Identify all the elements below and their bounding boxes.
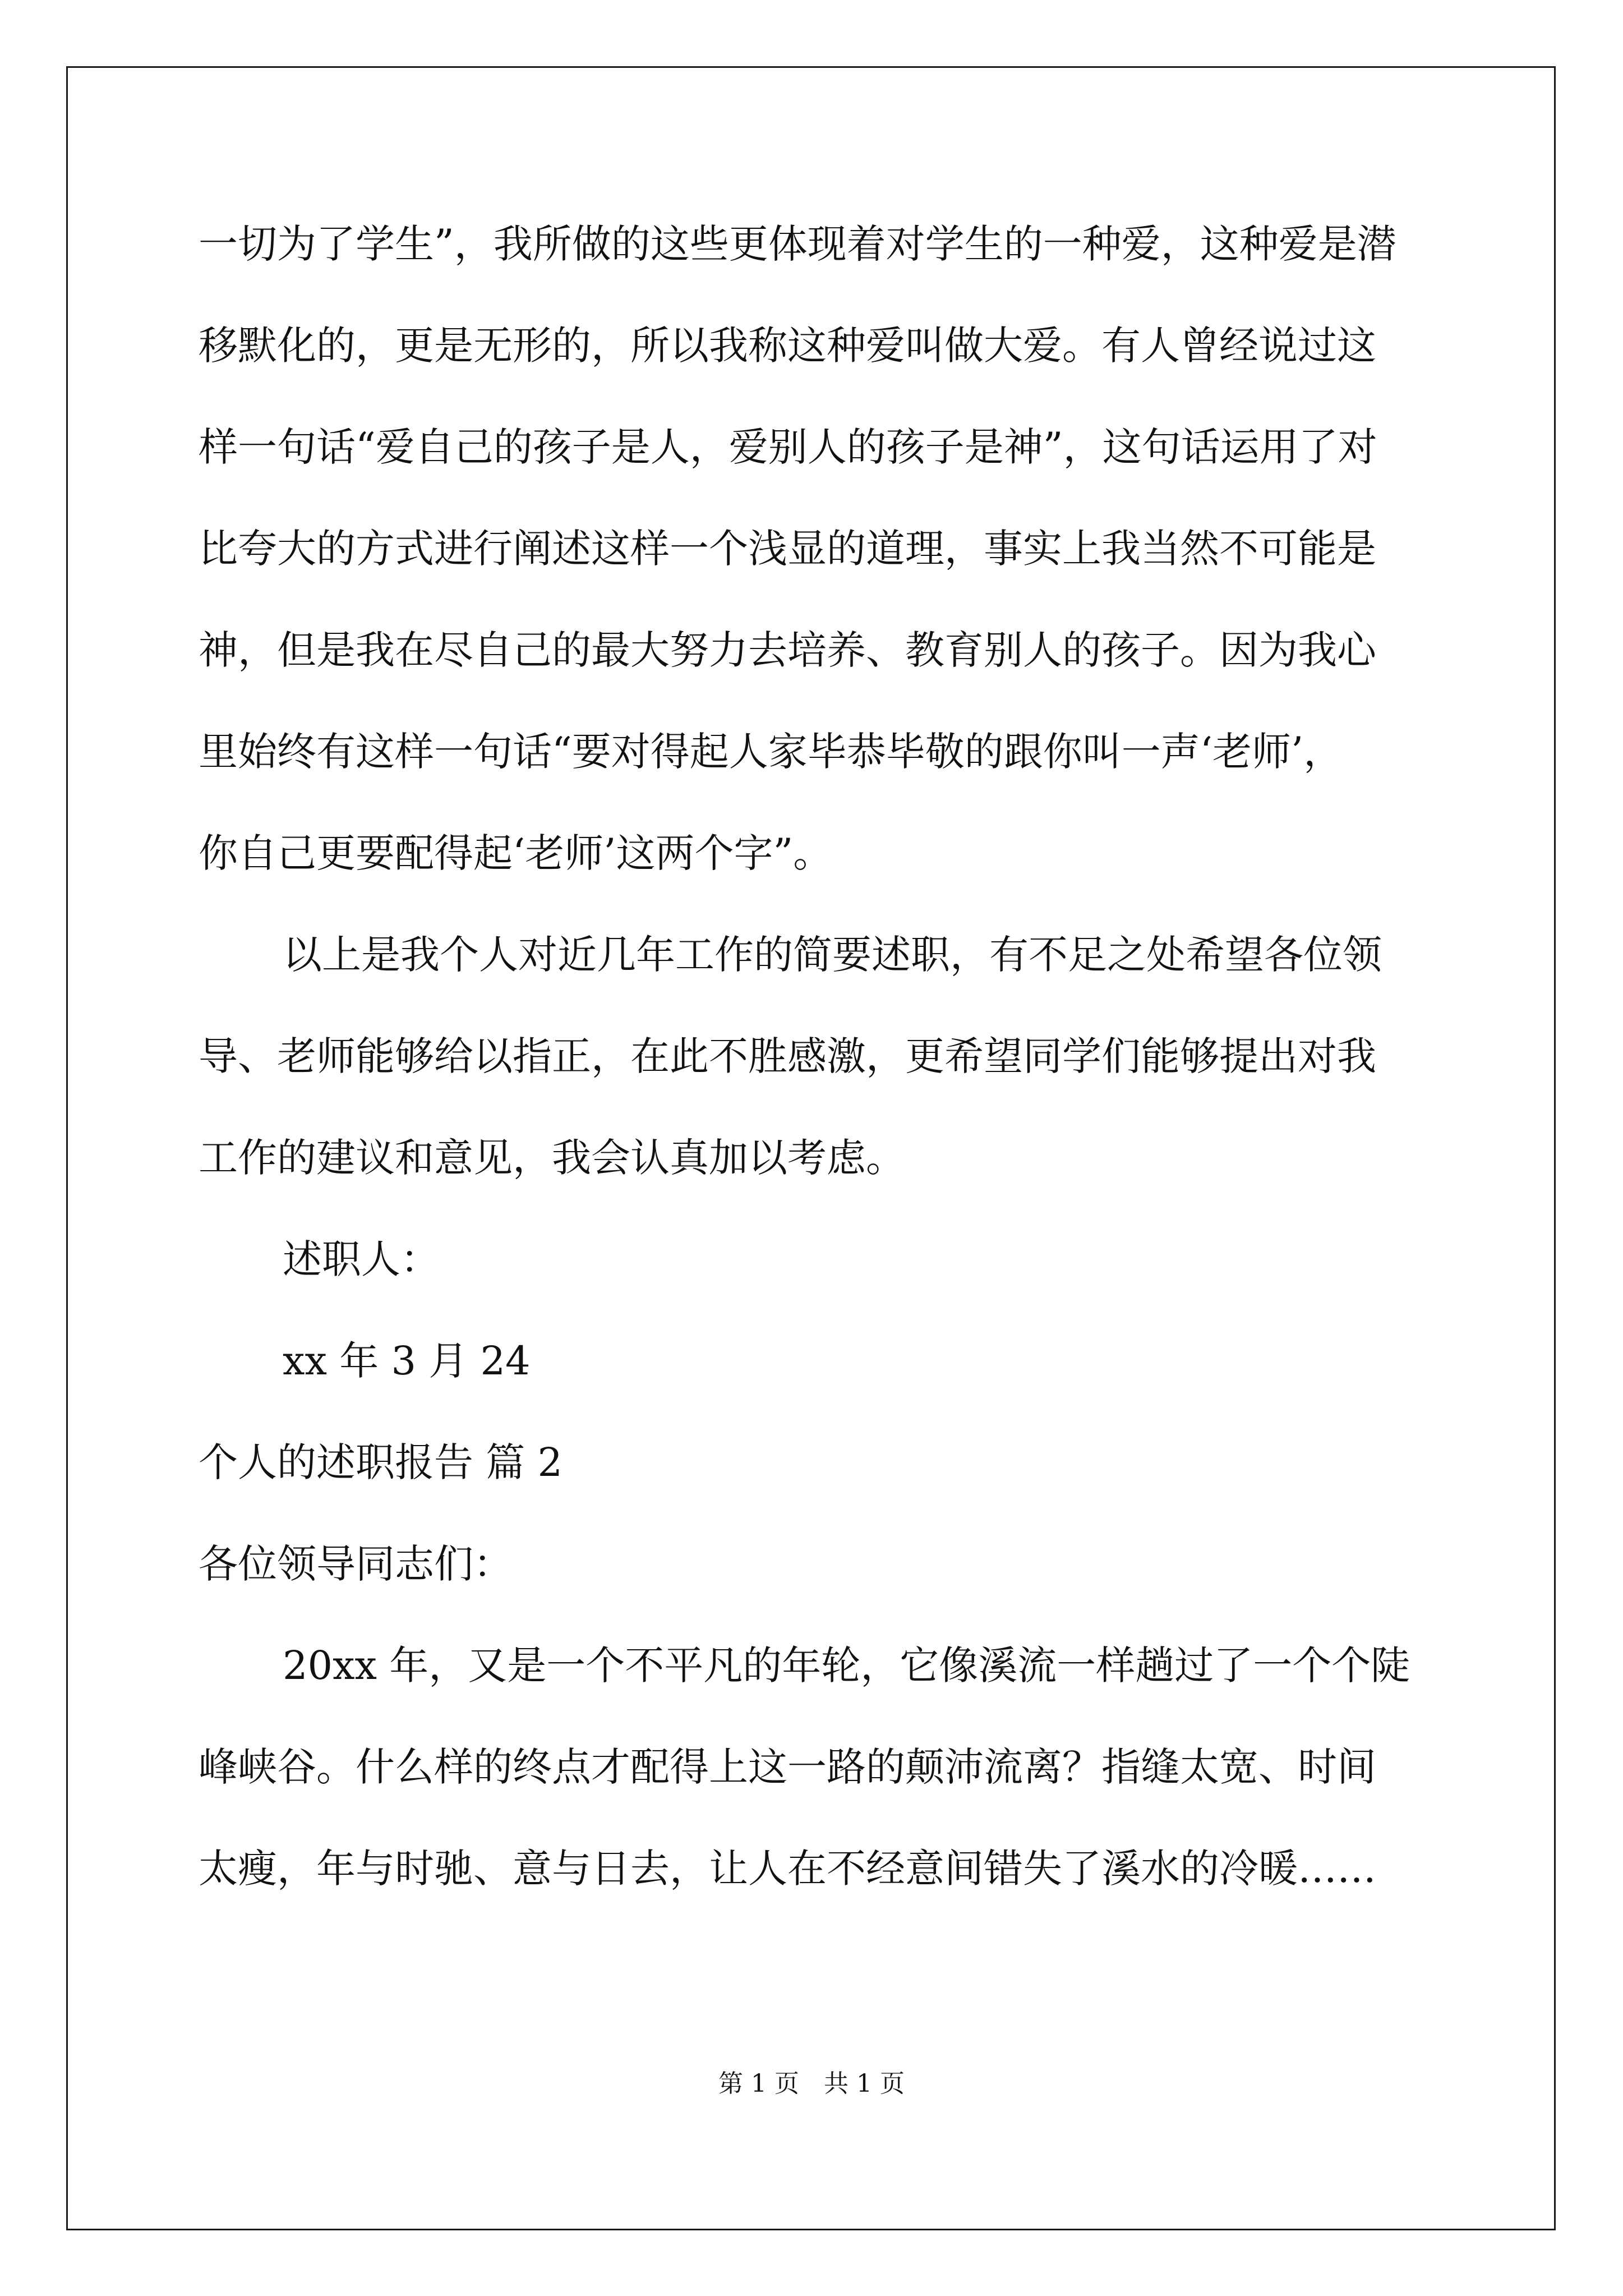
paragraph-line: 工作的建议和意见，我会认真加以考虑。 [199,1135,905,1181]
paragraph-line: 峰峡谷。什么样的终点才配得上这一路的颠沛流离？指缝太宽、时间 [199,1744,1376,1790]
date-line: xx 年 3 月 24 [283,1338,531,1384]
document-body [199,221,1432,1950]
salutation: 各位领导同志们： [199,1541,513,1587]
paragraph-line: 比夸大的方式进行阐述这样一个浅显的道理，事实上我当然不可能是 [199,526,1376,572]
page-footer: 第 1 页 共 1 页 [718,2069,905,2098]
paragraph-line: 一切为了学生”，我所做的这些更体现着对学生的一种爱，这种爱是潜 [199,221,1396,267]
paragraph-line: 导、老师能够给以指正，在此不胜感激，更希望同学们能够提出对我 [199,1033,1376,1079]
paragraph-line: 里始终有这样一句话“要对得起人家毕恭毕敬的跟你叫一声‘老师’， [199,729,1343,775]
paragraph-line: 你自己更要配得起‘老师’这两个字”。 [199,830,833,876]
paragraph-line: 样一句话“爱自己的孩子是人，爱别人的孩子是神”，这句话运用了对 [199,424,1377,470]
paragraph-line: 20xx 年，又是一个不平凡的年轮，它像溪流一样趟过了一个个陡 [283,1642,1410,1688]
section-heading: 个人的述职报告 篇 2 [199,1439,563,1485]
paragraph-line: 太瘦，年与时驰、意与日去，让人在不经意间错失了溪水的冷暖…… [199,1846,1376,1892]
paragraph-line: 神，但是我在尽自己的最大努力去培养、教育别人的孩子。因为我心 [199,627,1376,673]
signature-label: 述职人： [283,1236,440,1282]
paragraph-line: 以上是我个人对近几年工作的简要述职，有不足之处希望各位领 [283,932,1382,978]
paragraph-line: 移默化的，更是无形的，所以我称这种爱叫做大爱。有人曾经说过这 [199,323,1376,369]
